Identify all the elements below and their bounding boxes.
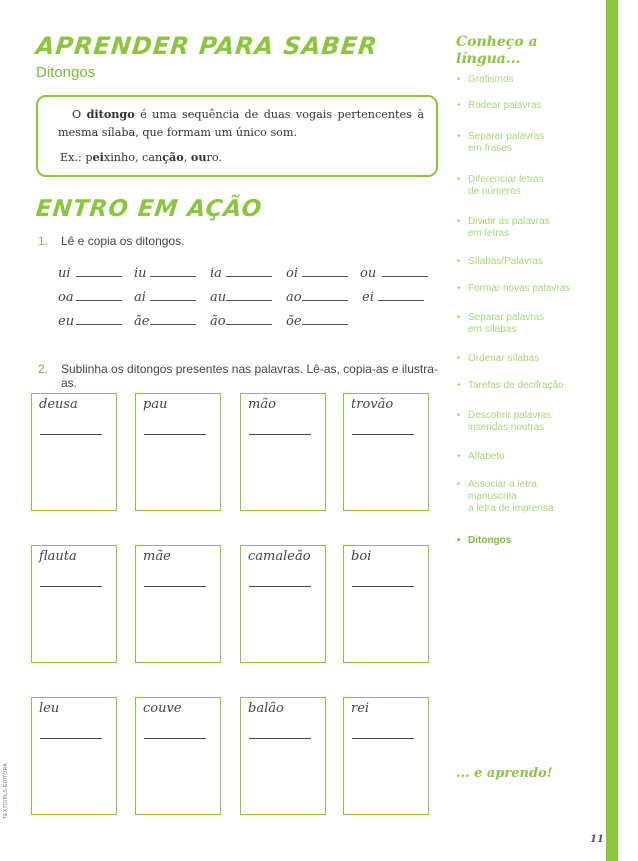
exercise-1-instruction: Lê e copia os ditongos. (61, 234, 185, 248)
copy-line[interactable] (302, 276, 348, 277)
diphthong-ai: ai (134, 290, 146, 305)
card-word: deusa (39, 397, 78, 412)
sidebar-item-formar-palavras[interactable]: • Formar novas palavras (457, 283, 571, 294)
diphthong-oa: oa (58, 290, 74, 305)
sidebar-item-grafismos[interactable]: • Grafismos (457, 74, 514, 85)
copy-line[interactable] (249, 586, 311, 587)
card-word: mão (248, 397, 276, 412)
exercise-2-number: 2. (38, 362, 49, 376)
card-word: camaleão (248, 549, 311, 564)
word-card-rei[interactable] (343, 697, 429, 815)
sidebar-item-ditongos[interactable]: • Ditongos (457, 535, 512, 546)
diphthong-ei: ei (362, 290, 374, 305)
word-card-boi[interactable] (343, 545, 429, 663)
card-word: flauta (39, 549, 77, 564)
copy-line[interactable] (226, 276, 272, 277)
copy-line[interactable] (226, 300, 272, 301)
card-word: boi (351, 549, 372, 564)
diphthong-ia: ia (210, 266, 222, 281)
card-word: rei (351, 701, 370, 716)
copy-line[interactable] (40, 586, 102, 587)
copy-line[interactable] (150, 276, 196, 277)
sidebar-item-decifracao[interactable]: • Tarefas de decifração (457, 380, 564, 391)
diphthong-ao: ao (286, 290, 302, 305)
copy-line[interactable] (249, 738, 311, 739)
page-title: APRENDER PARA SABER (34, 32, 380, 60)
copy-line[interactable] (352, 738, 414, 739)
diphthong-iu: iu (134, 266, 147, 281)
word-card-trovao[interactable] (343, 393, 429, 511)
copy-line[interactable] (144, 434, 206, 435)
diphthong-ui: ui (58, 266, 71, 281)
card-word: mãe (143, 549, 171, 564)
copy-line[interactable] (352, 434, 414, 435)
diphthong-ao-nasal: ão (210, 314, 226, 329)
word-card-mao[interactable] (240, 393, 326, 511)
word-card-pau[interactable] (135, 393, 221, 511)
diphthong-ou: ou (360, 266, 377, 281)
sidebar-item-dividir-letras[interactable]: • Dividir as palavras em letras (457, 216, 550, 239)
word-card-deusa[interactable] (31, 393, 117, 511)
definition-box (36, 95, 438, 177)
sidebar-title: Conheço a língua... (456, 34, 538, 67)
copy-line[interactable] (249, 434, 311, 435)
vertical-credit: TEXTO/PLS-EDITORA (3, 762, 10, 820)
word-card-couve[interactable] (135, 697, 221, 815)
word-card-balao[interactable] (240, 697, 326, 815)
copy-line[interactable] (150, 324, 196, 325)
page-subtitle: Ditongos (36, 64, 96, 81)
sidebar-item-separar-silabas[interactable]: • Separar palavras em sílabas (457, 312, 545, 335)
copy-line[interactable] (76, 300, 122, 301)
copy-line[interactable] (40, 434, 102, 435)
sidebar-item-associar[interactable]: • Associar a letra manuscrita a letra de imprensa (457, 479, 554, 514)
copy-line[interactable] (382, 276, 428, 277)
copy-line[interactable] (76, 276, 122, 277)
card-word: couve (143, 701, 182, 716)
sidebar-item-diferenciar[interactable]: • Diferenciar letras de números (457, 174, 544, 197)
card-word: pau (143, 397, 168, 412)
copy-line[interactable] (378, 300, 424, 301)
diphthong-ae: ãe (134, 314, 150, 329)
diphthong-au: au (210, 290, 227, 305)
card-word: leu (39, 701, 60, 716)
copy-line[interactable] (144, 738, 206, 739)
card-word: balão (248, 701, 284, 716)
word-card-flauta[interactable] (31, 545, 117, 663)
definition-text: O ditongo é uma sequência de duas vogais pertencentes à mesma sílaba, que formam um único som. (58, 107, 424, 139)
definition-example: Ex.: peixinho, canção, ouro. (60, 150, 222, 164)
word-card-mae[interactable] (135, 545, 221, 663)
sidebar-item-descobrir[interactable]: • Descobrir palavras inseridas noutras (457, 410, 552, 433)
copy-line[interactable] (352, 586, 414, 587)
page-number: 11 (590, 834, 604, 845)
exercise-1-number: 1. (38, 234, 49, 248)
word-card-leu[interactable] (31, 697, 117, 815)
copy-line[interactable] (226, 324, 272, 325)
copy-line[interactable] (144, 586, 206, 587)
diphthong-oi: oi (286, 266, 298, 281)
copy-line[interactable] (302, 300, 348, 301)
diphthong-eu: eu (58, 314, 75, 329)
sidebar-item-alfabeto[interactable]: • Alfabeto (457, 451, 505, 462)
sidebar-item-rodear-palavras[interactable]: • Rodear palavras (457, 100, 542, 111)
sidebar-accent-strip (606, 0, 618, 861)
section-title: ENTRO EM AÇÃO (34, 196, 264, 222)
word-card-camaleao[interactable] (240, 545, 326, 663)
sidebar-footer: ... e aprendo! (456, 766, 553, 781)
copy-line[interactable] (76, 324, 122, 325)
sidebar-item-ordenar-silabas[interactable]: • Ordenar sílabas (457, 353, 540, 364)
copy-line[interactable] (40, 738, 102, 739)
exercise-2-instruction: Sublinha os ditongos presentes nas palavras. Lê-as, copia-as e ilustra-as. (61, 362, 438, 390)
card-word: trovão (351, 397, 394, 412)
copy-line[interactable] (150, 300, 196, 301)
sidebar-item-silabas-palavras[interactable]: • Sílabas/Palavras (457, 256, 544, 267)
copy-line[interactable] (302, 324, 348, 325)
sidebar-item-separar-frases[interactable]: • Separar palavras em frases (457, 131, 545, 154)
diphthong-oe: õe (286, 314, 302, 329)
